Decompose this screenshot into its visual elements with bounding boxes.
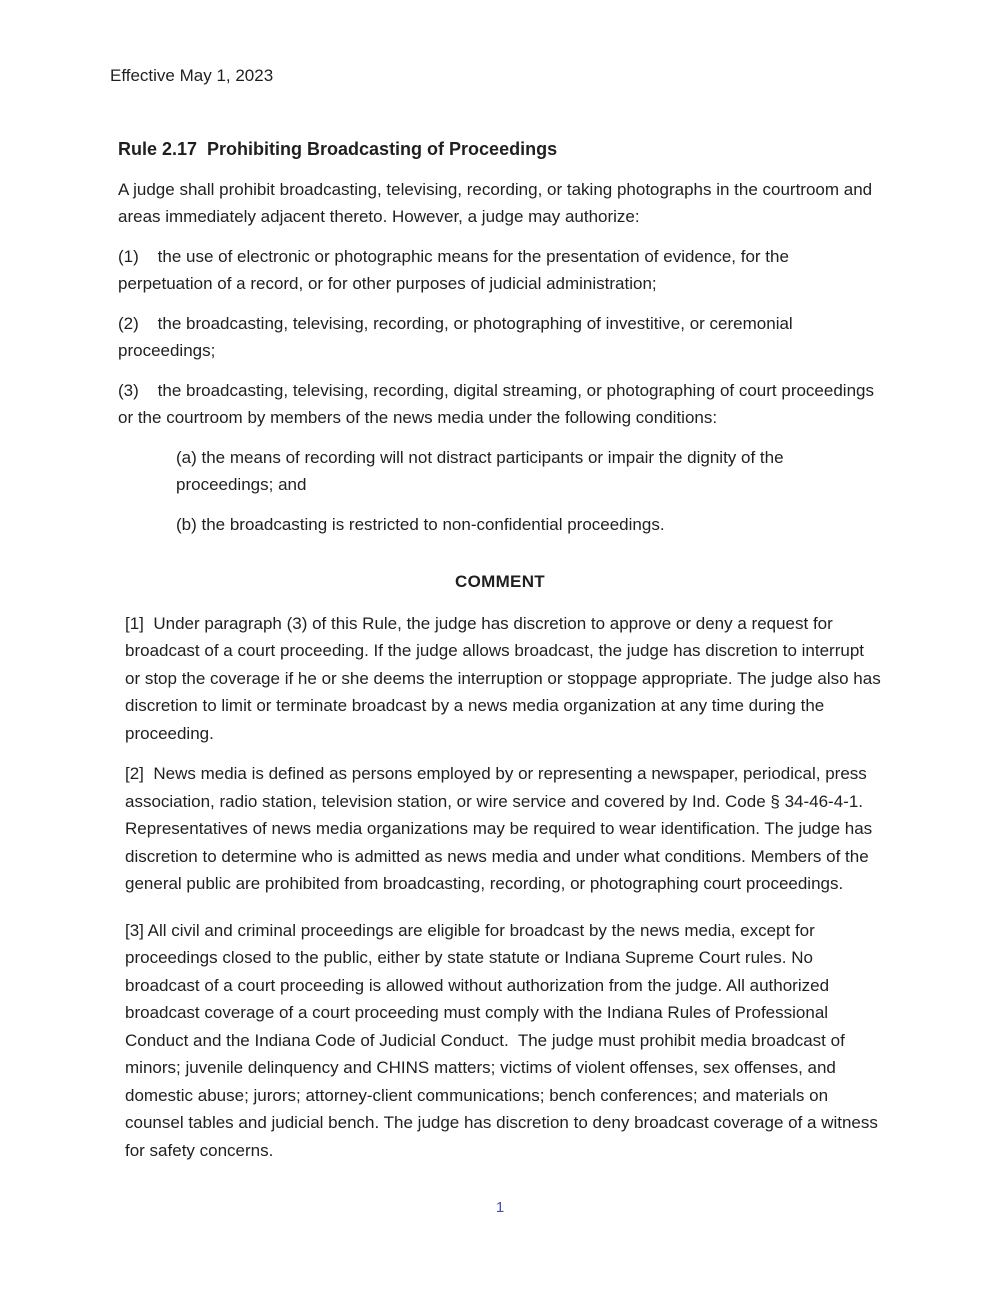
list-item-1: (1) the use of electronic or photographic means for the presentation of evidence, for the perpetuation of a record, or for other purposes of judicial administration; [118, 246, 794, 293]
page-number: 1 [495, 1199, 505, 1216]
comment-paragraph-1: [1] Under paragraph (3) of this Rule, the judge has discretion to approve or deny a request for broadcast of a court proceeding. If the judge allows broadcast, the judge has discretion to interrupt or stop the coverage if he or she deems the interruption or stoppage appropriate. The judge also has discretion to limit or terminate broadcast by a news media organization at any time during the proceeding. [125, 613, 886, 743]
list-item-2: (2) the broadcasting, televising, recording, or photographing of investitive, or ceremonial proceedings; [118, 313, 798, 360]
comment-paragraph-2: [2] News media is defined as persons employed by or representing a newspaper, periodical, press association, radio station, television station, or wire service and covered by Ind. Code § 34-46-4-1. Representatives of news media organizations may be required to wear identification. The judge has discretion to determine who is admitted as news media and under what conditions. Members of the general public are prohibited from broadcasting, recording, or photographing court proceedings. [125, 764, 877, 893]
sub-item-a: (a) the means of recording will not distract participants or impair the dignity of the proceedings; and [176, 447, 789, 494]
list-item-3: (3) the broadcasting, televising, recording, digital streaming, or photographing of court proceedings or the courtroom by members of the news media under the following conditions: [118, 380, 879, 427]
sub-item-b: (b) the broadcasting is restricted to non-confidential proceedings. [176, 514, 665, 534]
intro-paragraph: A judge shall prohibit broadcasting, televising, recording, or taking photographs in the courtroom and areas immediately adjacent thereto. However, a judge may authorize: [118, 179, 877, 226]
comment-heading: COMMENT [455, 572, 545, 591]
comment-paragraph-3: [3] All civil and criminal proceedings are eligible for broadcast by the news media, except for proceedings closed to the public, either by state statute or Indiana Supreme Court rules. No broadcast of a court proceeding is allowed without authorization from the judge. All authorized broadcast coverage of a court proceeding must comply with the Indiana Rules of Professional Conduct and the Indiana Code of Judicial Conduct. The judge must prohibit media broadcast of minors; juvenile delinquency and CHINS matters; victims of violent offenses, sex offenses, and domestic abuse; jurors; attorney-client communications; bench conferences; and materials on counsel tables and judicial bench. The judge has discretion to deny broadcast coverage of a witness for safety concerns. [125, 920, 883, 1160]
rule-title: Rule 2.17 Prohibiting Broadcasting of Proceedings [118, 138, 558, 159]
effective-date: Effective May 1, 2023 [110, 66, 274, 85]
